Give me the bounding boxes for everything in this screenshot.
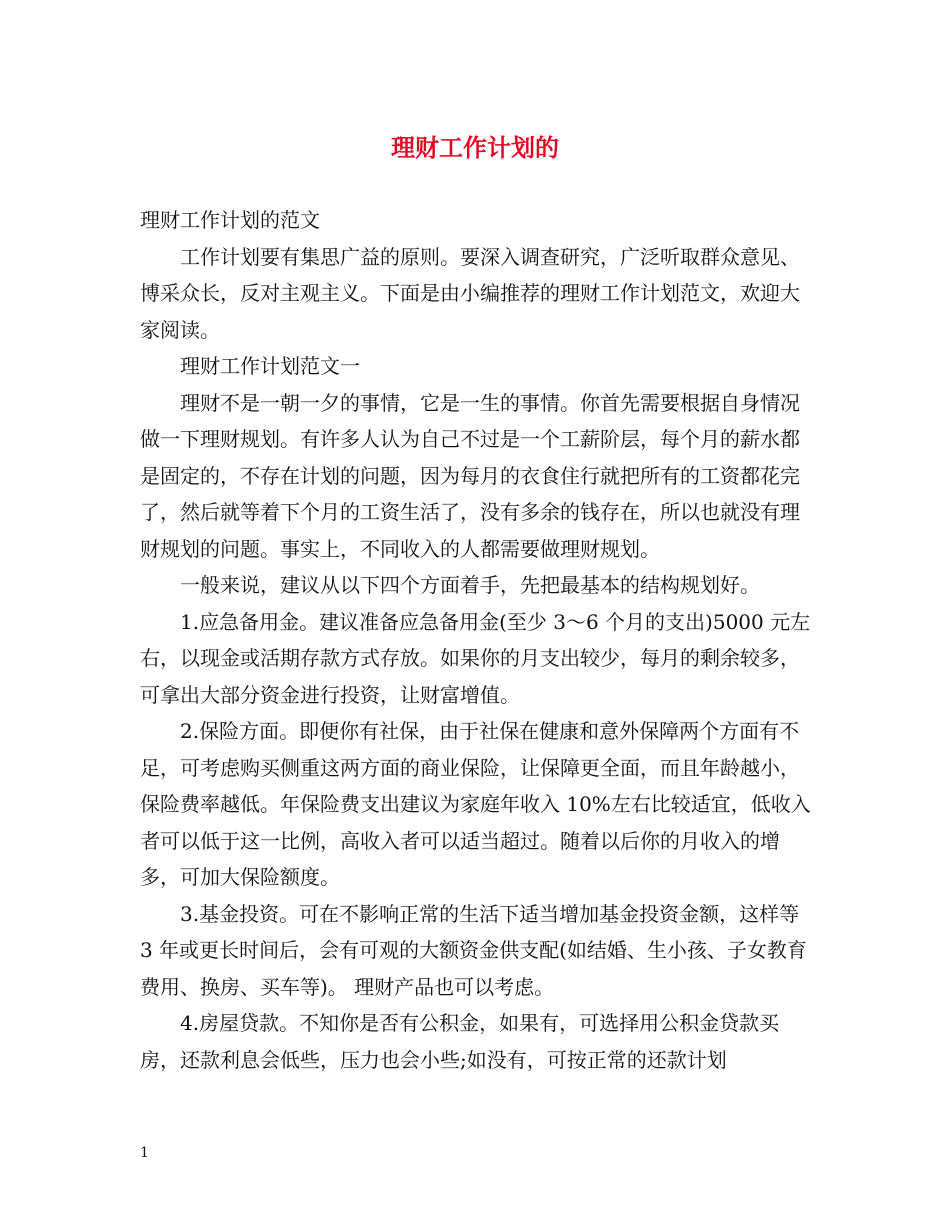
list-item-fund-investment: 3.基金投资。可在不影响正常的生活下适当增加基金投资金额，这样等 3 年或更长时间后，会有可观的大额资金供支配(如结婚、生小孩、子女教育费用、换房、买车等)。 理财产品也可以考虑。 bbox=[140, 901, 807, 999]
body-paragraph: 一般来说，建议从以下四个方面着手，先把最基本的结构规划好。 bbox=[180, 573, 760, 597]
list-item-insurance: 2.保险方面。即便你有社保，由于社保在健康和意外保障两个方面有不足，可考虑购买侧重这两方面的商业保险，让保障更全面，而且年龄越小，保险费率越低。年保险费支出建议为家庭年收入 10%左右比较适宜，低收入者可以低于这一比例，高收入者可以适当超过。随着以后你的月收入的增多，可加大保险额度。 bbox=[140, 719, 811, 889]
list-item-emergency-fund: 1.应急备用金。建议准备应急备用金(至少 3～6 个月的支出)5000 元左右，以现金或活期存款方式存放。如果你的月支出较少，每月的剩余较多，可拿出大部分资金进行投资，让财富增值。 bbox=[140, 609, 811, 707]
section-subtitle: 理财工作计划的范文 bbox=[140, 208, 320, 232]
sample-heading: 理财工作计划范文一 bbox=[180, 354, 360, 378]
body-paragraph: 理财不是一朝一夕的事情，它是一生的事情。你首先需要根据自身情况做一下理财规划。有许多人认为自己不过是一个工薪阶层，每个月的薪水都是固定的，不存在计划的问题，因为每月的衣食住行就把所有的工资都花完了，然后就等着下个月的工资生活了，没有多余的钱存在，所以也就没有理财规划的问题。事实上，不同收入的人都需要做理财规划。 bbox=[140, 390, 800, 561]
document-title: 理财工作计划的 bbox=[391, 133, 559, 162]
page-number: 1 bbox=[140, 1145, 149, 1161]
intro-paragraph: 工作计划要有集思广益的原则。要深入调查研究，广泛听取群众意见、博采众长，反对主观主义。下面是由小编推荐的理财工作计划范文，欢迎大家阅读。 bbox=[140, 244, 800, 342]
list-item-housing-loan: 4.房屋贷款。不知你是否有公积金，如果有，可选择用公积金贷款买房，还款利息会低些，压力也会小些;如没有，可按正常的还款计划 bbox=[140, 1011, 780, 1072]
document-body bbox=[140, 202, 816, 1078]
